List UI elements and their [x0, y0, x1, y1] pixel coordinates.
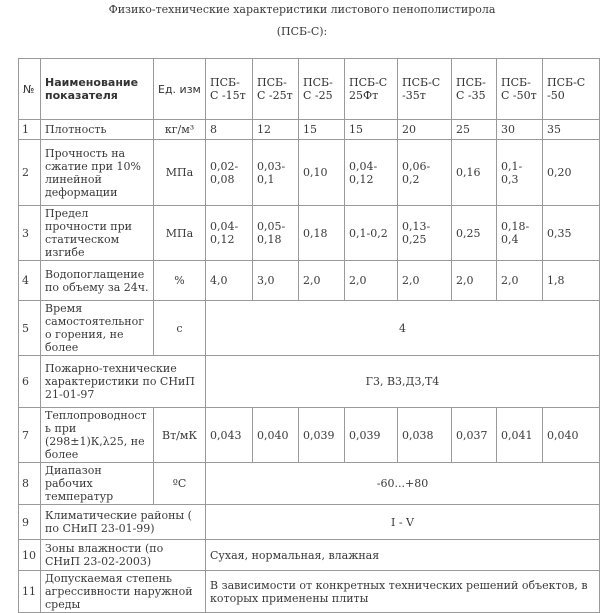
header-grade: ПСБ-С -35 [452, 59, 497, 120]
row-unit: кг/м³ [154, 120, 206, 140]
row-num: 5 [19, 301, 41, 356]
header-grade: ПСБ-С -50 [543, 59, 600, 120]
row-value: 0,05-0,18 [253, 206, 299, 261]
table-row [19, 356, 600, 408]
table-row [19, 571, 600, 613]
row-unit: % [154, 261, 206, 301]
row-value: 4,0 [206, 261, 253, 301]
row-value: 0,038 [398, 408, 452, 463]
header-unit: Ед. изм [154, 59, 206, 120]
row-value: 0,041 [497, 408, 543, 463]
table-row [19, 140, 600, 206]
header-grade: ПСБ-С -15т [206, 59, 253, 120]
row-value: 0,25 [452, 206, 497, 261]
row-num: 11 [19, 571, 41, 613]
table-row [19, 301, 600, 356]
row-name: Климатические районы ( по СНиП 23-01-99) [41, 505, 206, 540]
row-num: 7 [19, 408, 41, 463]
row-num: 6 [19, 356, 41, 408]
document-subtitle: (ПСБ-С): [276, 25, 328, 38]
row-num: 8 [19, 463, 41, 505]
characteristics-table [18, 58, 600, 613]
header-grade: ПСБ-С -25 [299, 59, 345, 120]
row-value: 0,039 [299, 408, 345, 463]
row-value: 0,02-0,08 [206, 140, 253, 206]
document-title: Физико-технические характеристики листового пенополистирола [108, 3, 496, 16]
table-row [19, 120, 600, 140]
row-unit: с [154, 301, 206, 356]
row-value: 2,0 [497, 261, 543, 301]
row-value: 25 [452, 120, 497, 140]
row-value: 0,35 [543, 206, 600, 261]
row-name: Прочность на сжатие при 10% линейной деформации [41, 140, 154, 206]
row-value: 0,040 [543, 408, 600, 463]
row-name: Теплопроводность при (298±1)К,λ25, не более [41, 408, 154, 463]
row-value: 0,18-0,4 [497, 206, 543, 261]
header-grade: ПСБ-С 25Фт [345, 59, 398, 120]
row-value: 2,0 [452, 261, 497, 301]
row-num: 4 [19, 261, 41, 301]
row-value: 0,039 [345, 408, 398, 463]
row-value: 0,043 [206, 408, 253, 463]
row-name: Время самостоятельного горения, не более [41, 301, 154, 356]
row-num: 2 [19, 140, 41, 206]
row-value: 0,04-0,12 [206, 206, 253, 261]
row-value: 0,10 [299, 140, 345, 206]
row-value: 0,16 [452, 140, 497, 206]
row-value: 15 [345, 120, 398, 140]
row-value: 1,8 [543, 261, 600, 301]
row-num: 9 [19, 505, 41, 540]
row-name: Зоны влажности (по СНиП 23-02-2003) [41, 540, 206, 571]
row-value: 0,037 [452, 408, 497, 463]
row-value: 0,1-0,3 [497, 140, 543, 206]
table-row [19, 540, 600, 571]
header-name: Наименование показателя [41, 59, 154, 120]
row-value: 0,03-0,1 [253, 140, 299, 206]
row-unit: МПа [154, 140, 206, 206]
row-value: 0,04-0,12 [345, 140, 398, 206]
row-value: 0,18 [299, 206, 345, 261]
row-name: Допускаемая степень агрессивности наружной среды [41, 571, 206, 613]
row-value: 0,1-0,2 [345, 206, 398, 261]
row-value: 0,040 [253, 408, 299, 463]
row-name: Плотность [41, 120, 154, 140]
row-value: 15 [299, 120, 345, 140]
row-name: Диапазон рабочих температур [41, 463, 154, 505]
row-value: 2,0 [398, 261, 452, 301]
table-row [19, 408, 600, 463]
row-merged-value: Сухая, нормальная, влажная [206, 540, 600, 571]
row-unit: Вт/мК [154, 408, 206, 463]
row-value: 3,0 [253, 261, 299, 301]
header-grade: ПСБ-С -25т [253, 59, 299, 120]
row-value: 8 [206, 120, 253, 140]
row-merged-value: 4 [206, 301, 600, 356]
row-value: 2,0 [299, 261, 345, 301]
row-merged-value: Г3, В3,Д3,Т4 [206, 356, 600, 408]
row-value: 0,13-0,25 [398, 206, 452, 261]
row-value: 2,0 [345, 261, 398, 301]
header-num: № [19, 59, 41, 120]
table-row [19, 206, 600, 261]
row-merged-value: I - V [206, 505, 600, 540]
row-num: 3 [19, 206, 41, 261]
row-value: 12 [253, 120, 299, 140]
table-header-row [19, 59, 600, 120]
row-value: 20 [398, 120, 452, 140]
table-row [19, 463, 600, 505]
row-value: 30 [497, 120, 543, 140]
row-name: Пожарно-технические характеристики по СНиП 21-01-97 [41, 356, 206, 408]
table-row [19, 261, 600, 301]
row-name: Предел прочности при статическом изгибе [41, 206, 154, 261]
row-merged-value: В зависимости от конкретных технических решений объектов, в которых применены плиты [206, 571, 600, 613]
row-value: 0,06-0,2 [398, 140, 452, 206]
row-value: 0,20 [543, 140, 600, 206]
row-name: Водопоглащение по объему за 24ч. [41, 261, 154, 301]
row-value: 35 [543, 120, 600, 140]
row-num: 1 [19, 120, 41, 140]
row-num: 10 [19, 540, 41, 571]
row-unit: ºС [154, 463, 206, 505]
row-merged-value: -60...+80 [206, 463, 600, 505]
header-grade: ПСБ-С -35т [398, 59, 452, 120]
row-unit: МПа [154, 206, 206, 261]
table-row [19, 505, 600, 540]
header-grade: ПСБ-С -50т [497, 59, 543, 120]
